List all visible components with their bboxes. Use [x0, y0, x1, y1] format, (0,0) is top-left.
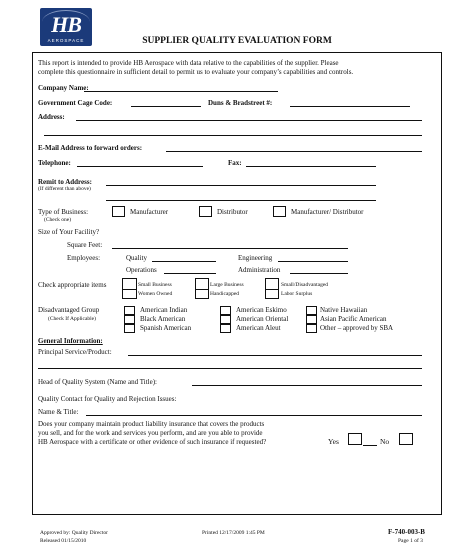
distributor-label: Distributor: [217, 208, 248, 216]
liability-yes-label: Yes: [328, 437, 339, 446]
engineering-label: Engineering: [238, 254, 273, 262]
black-american-label: Black American: [140, 315, 186, 323]
footer-page: Page 1 of 3: [398, 538, 423, 544]
administration-field[interactable]: [290, 273, 348, 274]
american-eskimo-checkbox[interactable]: [220, 306, 231, 315]
cage-code-field[interactable]: [131, 106, 201, 107]
labor-surplus-label: Labor Surplus: [281, 291, 313, 297]
liability-line-2: you sell, and for the work and services you perform, and are you able to provide: [38, 429, 263, 437]
american-indian-label: American Indian: [140, 306, 188, 314]
footer-approved: Approved by: Quality Director: [40, 530, 108, 536]
handicapped-label: Handicapped: [210, 291, 240, 297]
distributor-checkbox[interactable]: [199, 206, 212, 217]
handicapped-checkbox[interactable]: [195, 289, 209, 299]
square-feet-label: Square Feet:: [67, 241, 103, 249]
footer-released: Released 01/15/2010: [40, 538, 87, 544]
liability-line-3: HB Aerospace with a certificate or other evidence of such insurance if requested?: [38, 438, 267, 446]
spanish-american-label: Spanish American: [140, 324, 192, 332]
liability-yes-line: [363, 445, 377, 446]
native-hawaiian-label: Native Hawaiian: [320, 306, 368, 314]
address-label: Address:: [38, 113, 65, 121]
operations-field[interactable]: [164, 273, 216, 274]
remit-label: Remit to Address:: [38, 178, 92, 186]
asian-pacific-american-checkbox[interactable]: [306, 315, 317, 324]
liability-line-1: Does your company maintain product liability insurance that covers the products: [38, 420, 265, 428]
head-quality-field[interactable]: [192, 385, 422, 386]
remit-field-1[interactable]: [106, 185, 376, 186]
employees-label: Employees:: [67, 254, 101, 262]
remit-field-2[interactable]: [106, 200, 376, 201]
american-eskimo-label: American Eskimo: [236, 306, 287, 314]
principal-service-field-1[interactable]: [128, 355, 422, 356]
facility-label: Size of Your Facility?: [38, 228, 100, 236]
small-disadvantaged-label: Small/Disadvantaged: [281, 282, 329, 288]
women-owned-label: Women Owned: [138, 291, 173, 297]
footer-printed: Printed 12/17/2009 1:45 PM: [202, 530, 265, 536]
quality-field[interactable]: [152, 261, 216, 262]
black-american-checkbox[interactable]: [124, 315, 135, 324]
company-name-label: Company Name:: [38, 84, 89, 92]
telephone-field[interactable]: [77, 166, 203, 167]
email-field[interactable]: [166, 151, 422, 152]
american-aleut-label: American Aleut: [236, 324, 281, 332]
manufacturer-checkbox[interactable]: [112, 206, 125, 217]
intro-line-1: This report is intended to provide HB Aerospace with data relative to the capabilities of the supplier. Please: [38, 59, 339, 67]
labor-surplus-checkbox[interactable]: [265, 289, 279, 299]
name-title-field[interactable]: [86, 415, 422, 416]
manufacturer-distributor-checkbox[interactable]: [273, 206, 286, 217]
general-info-heading: General Information:: [38, 337, 103, 345]
company-name-field[interactable]: [84, 91, 278, 92]
spanish-american-checkbox[interactable]: [124, 324, 135, 333]
address-field-2[interactable]: [44, 135, 422, 136]
intro-line-2: complete this questionnaire in sufficient detail to permit us to evaluate your company’s capabilities and controls.: [38, 68, 354, 76]
american-oriental-label: American Oriental: [236, 315, 289, 323]
business-type-label: Type of Business:: [38, 208, 89, 216]
liability-no-checkbox[interactable]: [399, 433, 413, 445]
form-title: SUPPLIER QUALITY EVALUATION FORM: [142, 36, 332, 46]
manufacturer-distributor-label: Manufacturer/ Distributor: [291, 208, 364, 216]
engineering-field[interactable]: [278, 261, 348, 262]
other-sba-checkbox[interactable]: [306, 324, 317, 333]
business-type-note: (Check one): [44, 217, 72, 223]
american-aleut-checkbox[interactable]: [220, 324, 231, 333]
logo-text: HB: [51, 12, 81, 37]
address-field-1[interactable]: [76, 120, 422, 121]
american-oriental-checkbox[interactable]: [220, 315, 231, 324]
fax-label: Fax:: [228, 159, 242, 167]
asian-pacific-american-label: Asian Pacific American: [320, 315, 387, 323]
duns-label: Duns & Bradstreet #:: [208, 99, 273, 107]
disadvantaged-label: Disadvantaged Group: [38, 306, 100, 314]
small-business-label: Small Business: [138, 282, 172, 288]
telephone-label: Telephone:: [38, 159, 71, 167]
administration-label: Administration: [238, 266, 281, 274]
square-feet-field[interactable]: [112, 248, 348, 249]
email-label: E-Mail Address to forward orders:: [38, 144, 143, 152]
check-items-label: Check appropriate items: [38, 281, 107, 289]
quality-label: Quality: [126, 254, 147, 262]
liability-no-label: No: [380, 437, 390, 446]
women-owned-checkbox[interactable]: [122, 289, 137, 299]
logo-subtext: AEROSPACE: [47, 38, 85, 43]
principal-service-label: Principal Service/Product:: [38, 348, 112, 356]
cage-code-label: Government Cage Code:: [38, 99, 113, 107]
remit-note: (If different than above): [38, 186, 91, 192]
principal-service-field-2[interactable]: [38, 368, 422, 369]
large-business-label: Large Business: [210, 282, 244, 288]
name-title-label: Name & Title:: [38, 408, 79, 416]
head-quality-label: Head of Quality System (Name and Title):: [38, 378, 157, 386]
quality-contact-label: Quality Contact for Quality and Rejection Issues:: [38, 395, 177, 403]
footer-form-number: F-740-003-B: [388, 528, 425, 536]
other-sba-label: Other – approved by SBA: [320, 324, 394, 332]
operations-label: Operations: [126, 266, 157, 274]
fax-field[interactable]: [246, 166, 376, 167]
native-hawaiian-checkbox[interactable]: [306, 306, 317, 315]
disadvantaged-note: (Check If Applicable): [48, 316, 96, 322]
manufacturer-label: Manufacturer: [130, 208, 169, 216]
liability-yes-checkbox[interactable]: [348, 433, 362, 445]
american-indian-checkbox[interactable]: [124, 306, 135, 315]
duns-field[interactable]: [290, 106, 410, 107]
